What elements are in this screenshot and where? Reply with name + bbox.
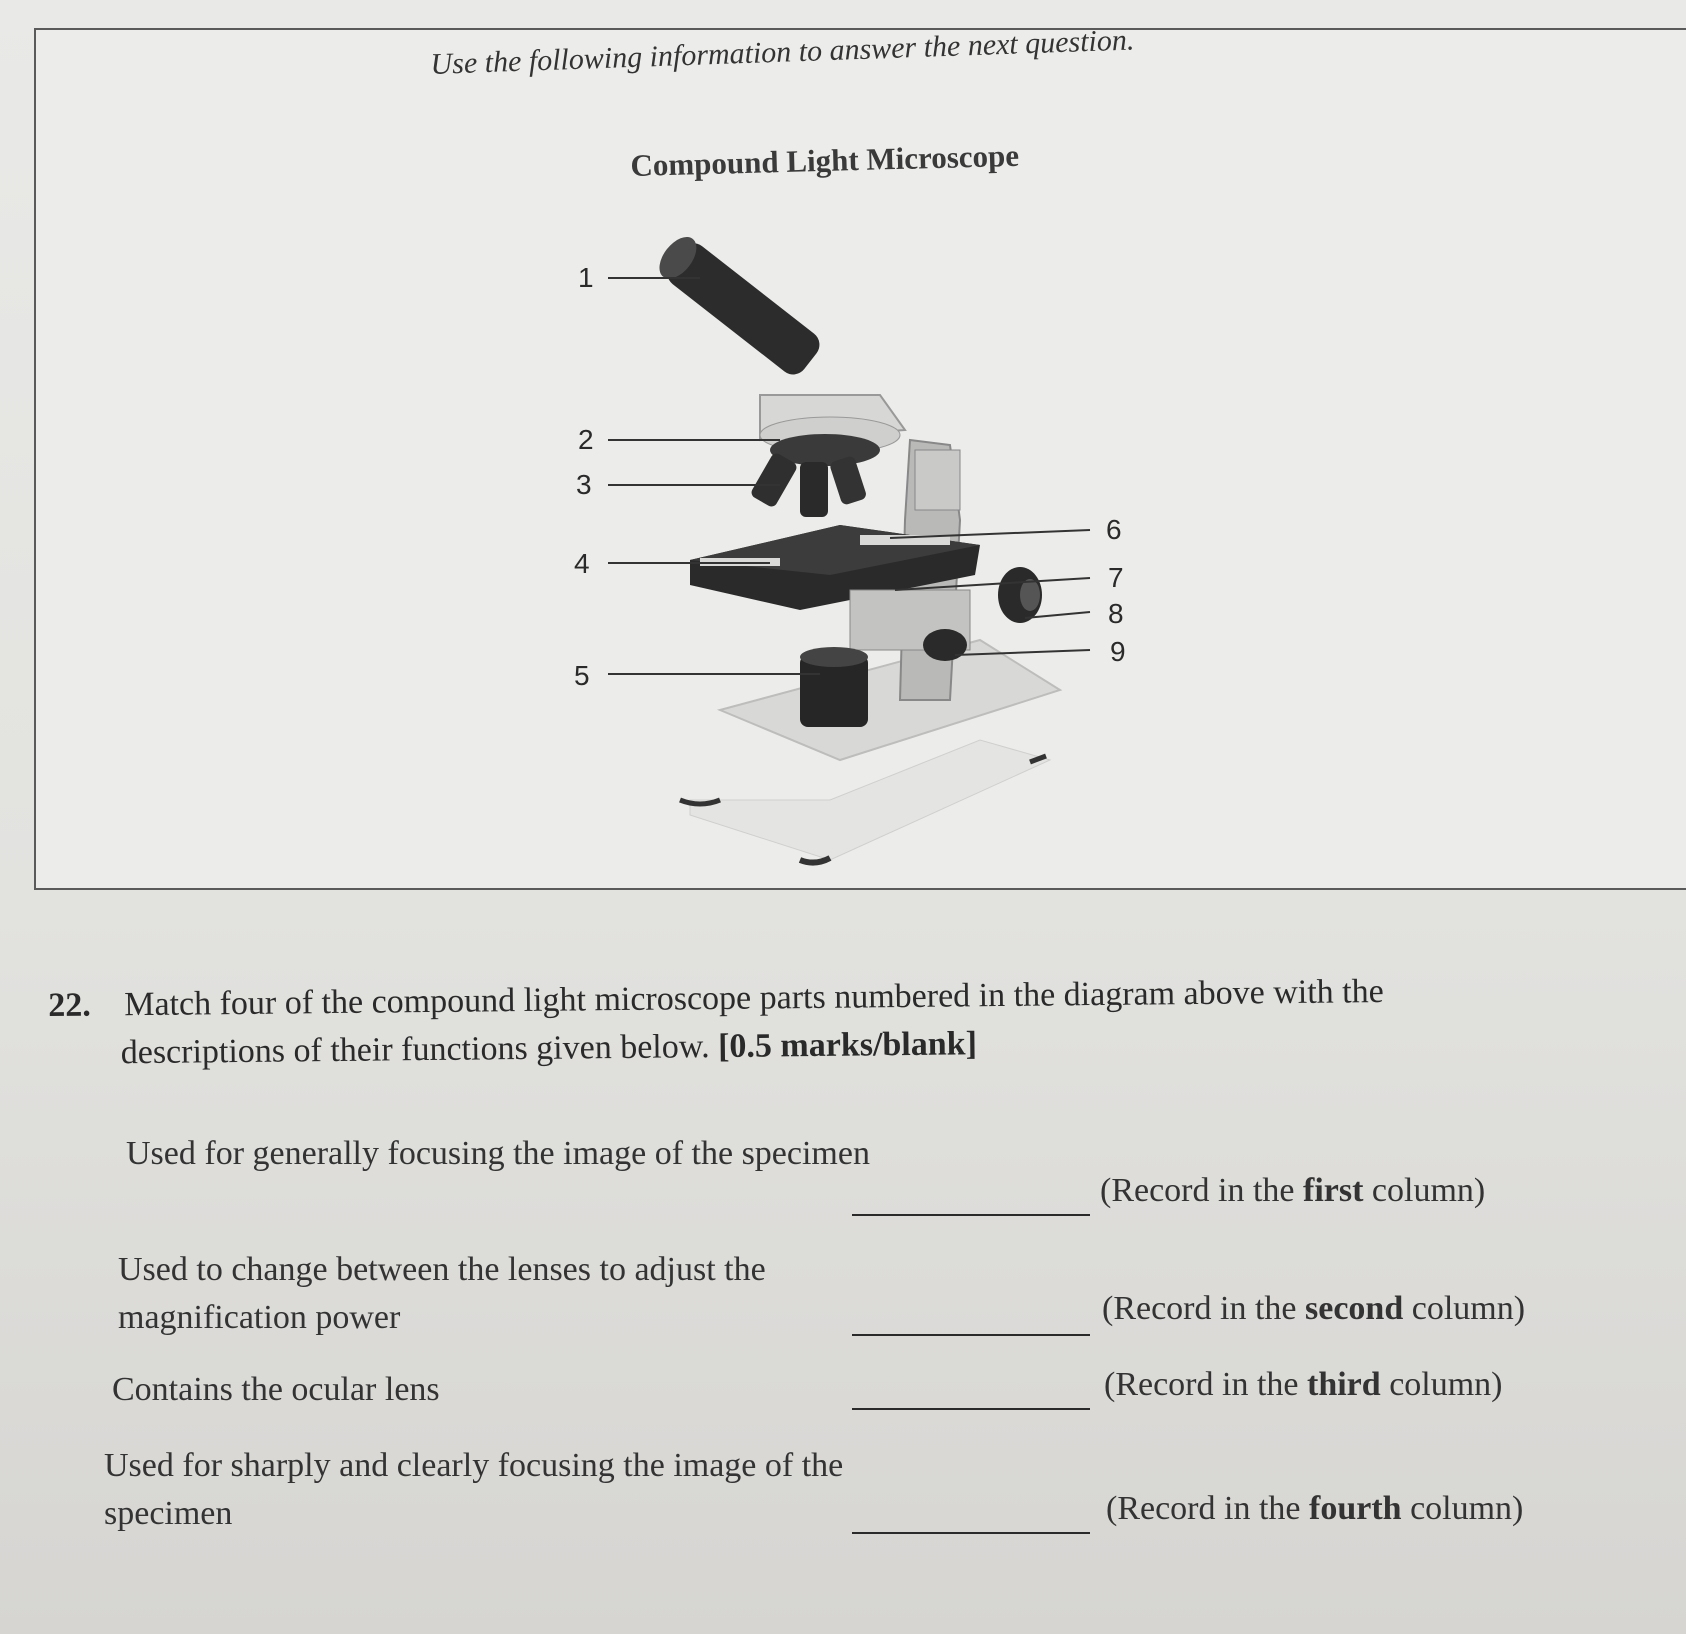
item-description: Used for sharply and clearly focusing the image of the specimen [104, 1447, 844, 1532]
item-description: Used to change between the lenses to adjust the magnification power [118, 1251, 766, 1336]
part-label-7: 7 [1108, 562, 1124, 593]
eyepiece-tube [652, 230, 825, 380]
part-label-1: 1 [578, 262, 594, 293]
part-label-5: 5 [574, 660, 590, 691]
match-item-1 [0, 1130, 1686, 1240]
record-instruction: (Record in the second column) [1102, 1290, 1526, 1327]
answer-blank-2[interactable] [852, 1334, 1090, 1336]
question-text: Match four of the compound light microscope parts numbered in the diagram above with the [124, 973, 1384, 1024]
record-instruction: (Record in the first column) [1100, 1172, 1486, 1209]
item-description: Contains the ocular lens [112, 1371, 440, 1408]
record-instruction: (Record in the third column) [1104, 1366, 1503, 1403]
part-label-2: 2 [578, 424, 594, 455]
question-text-line2: descriptions of their functions given below. [120, 1028, 710, 1072]
record-instruction: (Record in the fourth column) [1106, 1490, 1524, 1527]
figure-title: Compound Light Microscope [630, 137, 1020, 183]
part-label-6: 6 [1106, 514, 1122, 545]
part-label-3: 3 [576, 469, 592, 500]
microscope-base [720, 640, 1060, 760]
question-22 [48, 966, 1609, 1078]
intro-text: Use the following information to answer the next question. [430, 23, 1135, 81]
part-label-9: 9 [1110, 636, 1126, 667]
part-label-4: 4 [574, 548, 590, 579]
answer-blank-3[interactable] [852, 1408, 1090, 1410]
answer-blank-4[interactable] [852, 1532, 1090, 1534]
match-item-4 [0, 1442, 1686, 1552]
fine-focus-knob [923, 629, 967, 661]
question-number: 22. [48, 986, 91, 1024]
part-label-8: 8 [1108, 598, 1124, 629]
question-marks: [0.5 marks/blank] [717, 1025, 978, 1065]
item-description: Used for generally focusing the image of the specimen [126, 1135, 870, 1172]
match-item-2 [0, 1246, 1686, 1356]
answer-blank-1[interactable] [852, 1214, 1090, 1216]
